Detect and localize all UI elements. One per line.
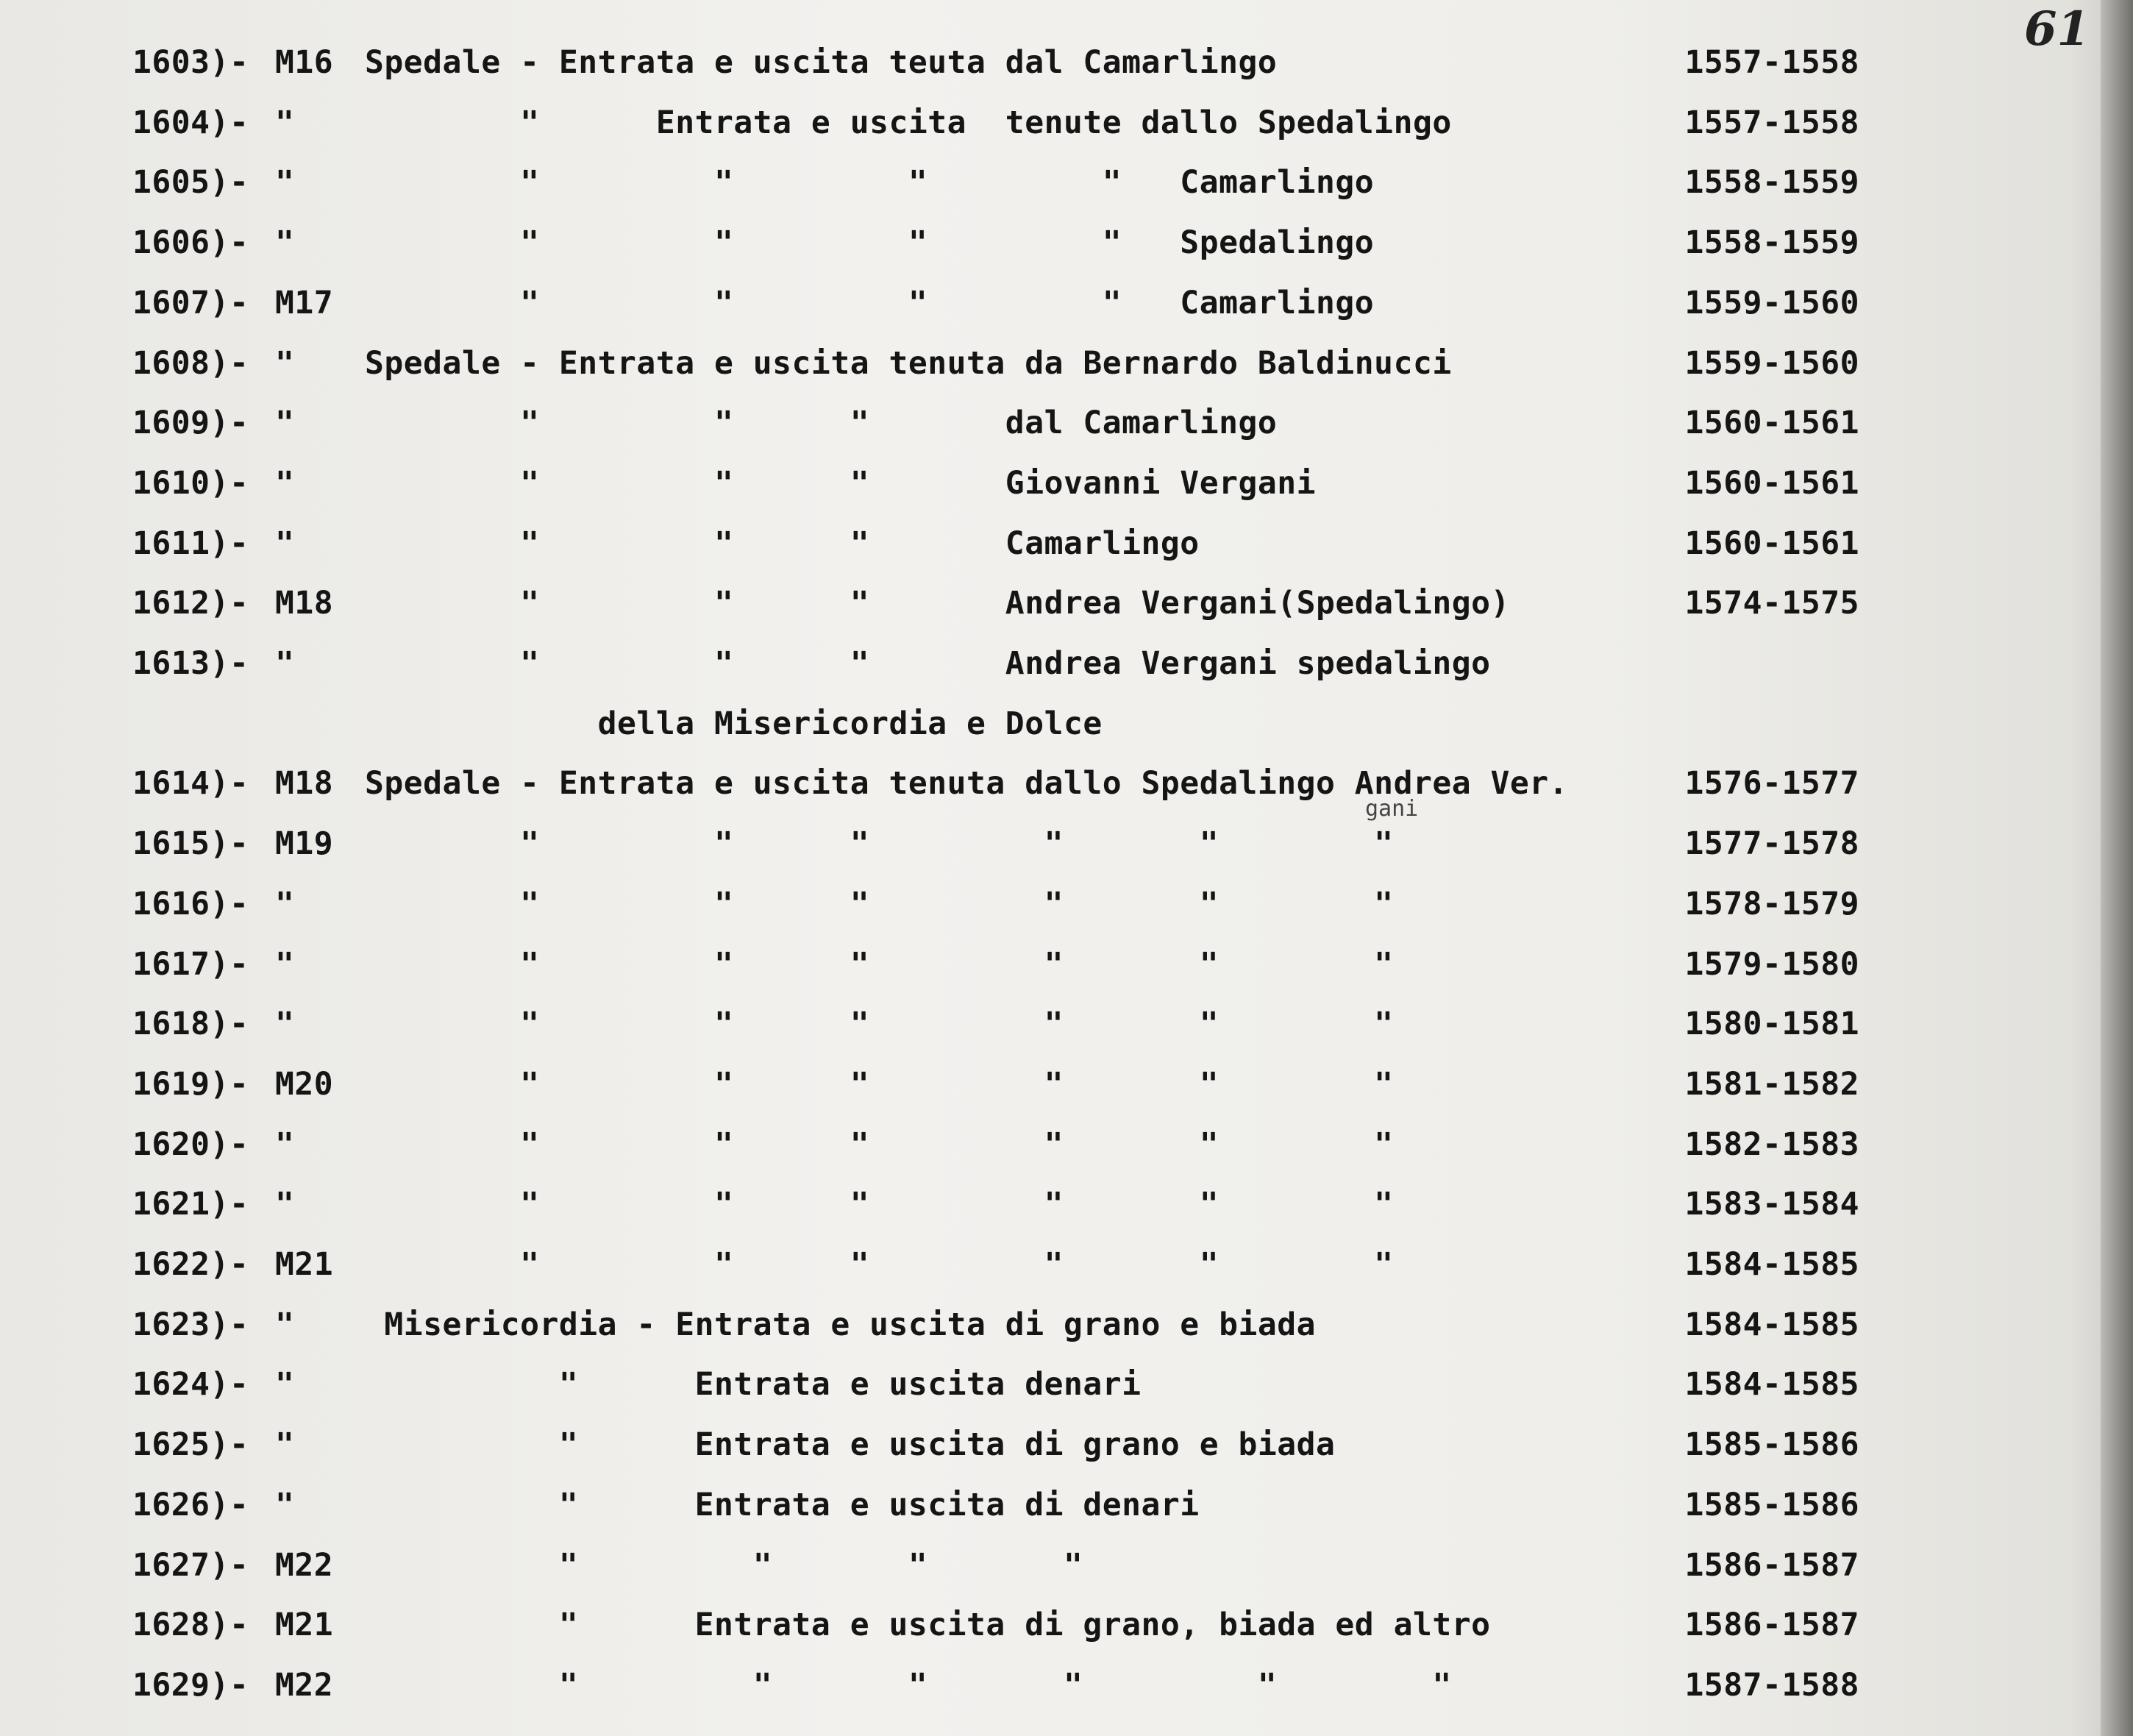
entry-shelf: " xyxy=(275,945,295,983)
entry-description: " " " " " " xyxy=(365,885,1394,922)
entry-num: 1609)- xyxy=(132,405,249,442)
entry-num: 1626)- xyxy=(132,1486,249,1523)
list-item xyxy=(0,224,2030,285)
list-item xyxy=(0,285,2030,345)
entry-num: 1617)- xyxy=(132,945,249,983)
entry-shelf: " xyxy=(275,224,295,262)
page-edge xyxy=(2101,0,2133,1736)
entry-shelf: " xyxy=(275,405,295,442)
entry-years: 1559-1560 xyxy=(1684,284,1859,321)
entry-description: Spedale - Entrata e uscita teuta dal Camarlingo xyxy=(365,44,1278,81)
entry-description: " " " " xyxy=(365,1546,1083,1584)
entry-shelf: " xyxy=(275,344,295,382)
entry-shelf: " xyxy=(275,1125,295,1163)
entry-num: 1614)- xyxy=(132,765,249,803)
list-item xyxy=(0,1186,2030,1246)
entry-description: " " " " Camarlingo xyxy=(365,284,1375,321)
entry-shelf: M18 xyxy=(275,585,334,622)
entry-years: 1557-1558 xyxy=(1684,44,1859,81)
list-item xyxy=(0,1126,2030,1187)
entry-description: " " " Giovanni Vergani xyxy=(365,464,1317,502)
superscript-note: gani xyxy=(1365,796,1419,822)
entry-shelf: M22 xyxy=(275,1666,334,1704)
entry-shelf: " xyxy=(275,524,295,562)
entry-description: Spedale - Entrata e uscita tenuta da Bernardo Baldinucci xyxy=(365,344,1452,382)
entry-description: " Entrata e uscita di grano e biada xyxy=(365,1426,1336,1464)
entry-shelf: M20 xyxy=(275,1065,334,1103)
entry-shelf: " xyxy=(275,464,295,502)
list-item xyxy=(0,104,2030,165)
list-item xyxy=(0,1366,2030,1426)
entry-years: 1558-1559 xyxy=(1684,224,1859,262)
entry-description: " Entrata e uscita denari xyxy=(365,1366,1142,1404)
entry-description: Misericordia - Entrata e uscita di grano e biada xyxy=(365,1306,1317,1343)
entry-years: 1586-1587 xyxy=(1684,1546,1859,1584)
list-item xyxy=(0,44,2030,104)
entry-shelf: M21 xyxy=(275,1607,334,1644)
entry-years: 1579-1580 xyxy=(1684,945,1859,983)
entry-num: 1608)- xyxy=(132,344,249,382)
entry-shelf: " xyxy=(275,645,295,682)
entry-num: 1615)- xyxy=(132,825,249,863)
entry-shelf: M17 xyxy=(275,284,334,321)
entry-num: 1622)- xyxy=(132,1246,249,1283)
entry-num: 1619)- xyxy=(132,1065,249,1103)
entry-num: 1618)- xyxy=(132,1006,249,1043)
list-item xyxy=(0,1246,2030,1306)
list-item xyxy=(0,1426,2030,1487)
entry-years: 1584-1585 xyxy=(1684,1306,1859,1343)
entry-num: 1627)- xyxy=(132,1546,249,1584)
list-item xyxy=(0,946,2030,1006)
list-item xyxy=(0,465,2030,525)
entry-description: " " " " Spedalingo xyxy=(365,224,1375,262)
entry-description: " " " " " " xyxy=(365,825,1394,863)
entry-years: 1560-1561 xyxy=(1684,464,1859,502)
list-item xyxy=(0,1006,2030,1066)
entry-num: 1620)- xyxy=(132,1125,249,1163)
entry-shelf: M19 xyxy=(275,825,334,863)
list-item xyxy=(0,1306,2030,1367)
entry-num: 1612)- xyxy=(132,585,249,622)
entry-num: 1605)- xyxy=(132,164,249,202)
entry-description: " " " " " " xyxy=(365,1065,1394,1103)
entry-years: 1587-1588 xyxy=(1684,1666,1859,1704)
entry-description: " " " " " " xyxy=(365,945,1394,983)
entry-years: 1580-1581 xyxy=(1684,1006,1859,1043)
entry-description: " Entrata e uscita tenute dallo Spedalingo xyxy=(365,104,1452,141)
entry-description: " " " " " " xyxy=(365,1125,1394,1163)
entry-description: " " " " Camarlingo xyxy=(365,164,1375,202)
entry-years: 1558-1559 xyxy=(1684,164,1859,202)
entry-years: 1584-1585 xyxy=(1684,1366,1859,1404)
entry-description: " " " " " " xyxy=(365,1666,1452,1704)
page-number: 61 xyxy=(2024,1,2090,57)
entry-num: 1629)- xyxy=(132,1666,249,1704)
list-item xyxy=(0,1667,2030,1727)
list-item xyxy=(0,1547,2030,1607)
list-item xyxy=(0,825,2030,886)
list-item xyxy=(0,345,2030,405)
entry-shelf: M18 xyxy=(275,765,334,803)
entry-shelf: " xyxy=(275,104,295,141)
entry-description: " " " Andrea Vergani(Spedalingo) xyxy=(365,585,1510,622)
entry-years: 1559-1560 xyxy=(1684,344,1859,382)
entry-description: " " " dal Camarlingo xyxy=(365,405,1278,442)
entry-num: 1625)- xyxy=(132,1426,249,1464)
entry-years: 1585-1586 xyxy=(1684,1426,1859,1464)
list-item xyxy=(0,525,2030,586)
entry-num: 1611)- xyxy=(132,524,249,562)
entry-num: 1624)- xyxy=(132,1366,249,1404)
entry-description: " " " " " " xyxy=(365,1186,1394,1223)
entry-shelf: " xyxy=(275,1186,295,1223)
entry-num: 1603)- xyxy=(132,44,249,81)
entry-shelf: " xyxy=(275,1486,295,1523)
entry-num: 1606)- xyxy=(132,224,249,262)
entry-num: 1604)- xyxy=(132,104,249,141)
entry-years: 1585-1586 xyxy=(1684,1486,1859,1523)
list-item xyxy=(0,1066,2030,1126)
list-item xyxy=(0,886,2030,946)
list-item xyxy=(0,645,2030,705)
entry-num: 1628)- xyxy=(132,1607,249,1644)
list-item xyxy=(0,765,2030,825)
entry-shelf: " xyxy=(275,1306,295,1343)
list-item xyxy=(0,1607,2030,1667)
entry-description: della Misericordia e Dolce xyxy=(365,705,1103,742)
entry-years: 1574-1575 xyxy=(1684,585,1859,622)
entry-num: 1610)- xyxy=(132,464,249,502)
entry-shelf: M22 xyxy=(275,1546,334,1584)
entry-years: 1557-1558 xyxy=(1684,104,1859,141)
entry-shelf: " xyxy=(275,164,295,202)
entry-description: " " " " " " xyxy=(365,1006,1394,1043)
list-item xyxy=(0,705,2030,766)
entry-num: 1616)- xyxy=(132,885,249,922)
entry-years: 1577-1578 xyxy=(1684,825,1859,863)
entry-years: 1581-1582 xyxy=(1684,1065,1859,1103)
entry-years: 1576-1577 xyxy=(1684,765,1859,803)
entry-description: " Entrata e uscita di denari xyxy=(365,1486,1200,1523)
entry-description: " " " Andrea Vergani spedalingo xyxy=(365,645,1491,682)
entry-num: 1607)- xyxy=(132,284,249,321)
entry-shelf: " xyxy=(275,1366,295,1404)
entry-num: 1621)- xyxy=(132,1186,249,1223)
list-item xyxy=(0,164,2030,224)
entry-description: Spedale - Entrata e uscita tenuta dallo Spedalingo Andrea Ver. xyxy=(365,765,1569,803)
entry-shelf: M21 xyxy=(275,1246,334,1283)
entry-shelf: " xyxy=(275,1006,295,1043)
entry-num: 1623)- xyxy=(132,1306,249,1343)
entry-years: 1583-1584 xyxy=(1684,1186,1859,1223)
entry-description: " " " " " " xyxy=(365,1246,1394,1283)
list-item xyxy=(0,405,2030,465)
entry-years: 1578-1579 xyxy=(1684,885,1859,922)
entry-num: 1613)- xyxy=(132,645,249,682)
entry-description: " Entrata e uscita di grano, biada ed altro xyxy=(365,1607,1491,1644)
list-item xyxy=(0,1487,2030,1547)
entry-years: 1560-1561 xyxy=(1684,405,1859,442)
entry-shelf: M16 xyxy=(275,44,334,81)
entry-years: 1584-1585 xyxy=(1684,1246,1859,1283)
entry-years: 1560-1561 xyxy=(1684,524,1859,562)
entry-description: " " " Camarlingo xyxy=(365,524,1200,562)
list-item xyxy=(0,585,2030,645)
entry-years: 1582-1583 xyxy=(1684,1125,1859,1163)
entry-shelf: " xyxy=(275,1426,295,1464)
entry-shelf: " xyxy=(275,885,295,922)
entry-years: 1586-1587 xyxy=(1684,1607,1859,1644)
